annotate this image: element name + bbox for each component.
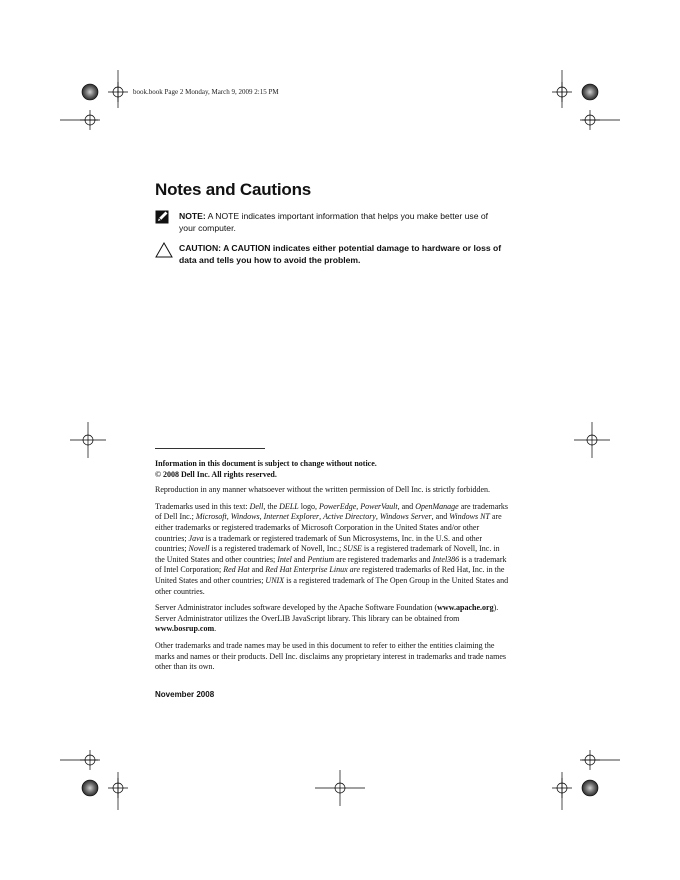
note-body-line2: your computer.	[179, 223, 236, 233]
tm-name: UNIX	[265, 575, 285, 585]
caution-body-line2: data and tells you how to avoid the problem.	[179, 255, 361, 265]
print-slug: book.book Page 2 Monday, March 9, 2009 2:15 PM	[133, 88, 279, 96]
tm-name: Red Hat Enterprise Linux	[265, 565, 348, 575]
caution-triangle-icon	[155, 242, 173, 258]
change-notice: Information in this document is subject to change without notice.	[155, 459, 377, 468]
tm-text: are either trademarks or registered trademarks of Microsoft Corporation in the United States and/or other countries;	[155, 512, 502, 543]
tm-name: Dell	[249, 501, 264, 511]
note-body-line1: A NOTE indicates important information that helps you make better use of	[205, 211, 489, 221]
tm-text: ,	[356, 501, 361, 511]
bosrup-url: www.bosrup.com	[155, 624, 215, 634]
trademarks-paragraph	[155, 502, 511, 597]
tm-text: , and	[431, 512, 450, 522]
legal-notices	[155, 459, 511, 679]
reproduction-paragraph: Reproduction in any manner whatsoever without the written permission of Dell Inc. is strictly forbidden.	[155, 485, 491, 495]
tm-name: SUSE	[343, 544, 362, 554]
tm-text: is a trademark or registered trademark of Sun Microsystems, Inc. in the U.S. and other countries;	[155, 533, 483, 554]
note-callout	[155, 210, 510, 234]
tm-text: ,	[259, 512, 264, 522]
tm-name: Red Hat	[223, 565, 250, 575]
tm-name: PowerVault	[360, 501, 398, 511]
tm-text: , and	[397, 501, 416, 511]
tm-text: ,	[226, 512, 231, 522]
tm-text: , the	[263, 501, 280, 511]
tm-text: registered trademarks of Red Hat, Inc. in the United States and other countries;	[155, 565, 505, 585]
tm-text: are trademarks of Dell Inc.;	[155, 501, 509, 522]
tm-text: are registered trademarks and	[334, 554, 433, 564]
tm-name: Pentium	[307, 554, 335, 564]
tm-name: Java	[188, 533, 204, 543]
apache-url: www.apache.org	[437, 603, 494, 613]
tm-name: Windows	[230, 512, 260, 522]
tm-text: and	[291, 554, 308, 564]
apache-text: Server Administrator includes software developed by the Apache Software Foundation (	[155, 603, 438, 613]
tm-name: Internet Explorer	[263, 512, 320, 522]
tm-text: and	[249, 565, 266, 575]
tm-name: Windows NT	[449, 512, 490, 522]
tm-text: is a registered trademark of Novell, Inc. in the United States and other countries;	[155, 544, 500, 564]
tm-name: are	[349, 565, 361, 575]
tm-name: Novell	[188, 544, 210, 554]
copyright-notice	[155, 459, 511, 480]
tm-text: is a registered trademark of Novell, Inc.;	[209, 544, 344, 554]
tm-name: Intel386	[432, 554, 460, 564]
caution-text	[179, 242, 510, 266]
tm-name: Microsoft	[195, 512, 227, 522]
apache-text: ). Server Administrator utilizes the OverLIB JavaScript library. This library can be obtained from	[155, 603, 499, 623]
tm-text: is a trademark of Intel Corporation;	[155, 554, 507, 575]
tm-name: DELL	[279, 501, 299, 511]
caution-label: CAUTION:	[179, 243, 222, 253]
tm-name: OpenManage	[415, 501, 459, 511]
tm-name: Active Directory	[323, 512, 376, 522]
tm-name: PowerEdge	[318, 501, 357, 511]
tm-name: Windows Server	[379, 512, 432, 522]
apache-paragraph	[155, 603, 511, 635]
caution-body-line1: A CAUTION indicates either potential damage to hardware or loss of	[221, 243, 502, 253]
tm-text: logo,	[298, 501, 319, 511]
tm-text: ,	[375, 512, 380, 522]
note-pencil-icon	[155, 210, 171, 224]
note-text	[179, 210, 510, 234]
other-trademarks-paragraph: Other trademarks and trade names may be used in this document to refer to either the entities claiming the marks and names or their products. Dell Inc. disclaims any proprietary interest in trademarks and trade names other than its own.	[155, 640, 506, 672]
tm-name: Intel	[277, 554, 292, 564]
copyright-line: © 2008 Dell Inc. All rights reserved.	[155, 469, 277, 479]
caution-callout	[155, 242, 510, 266]
tm-text: ,	[319, 512, 324, 522]
note-label: NOTE:	[179, 211, 206, 221]
page-title: Notes and Cautions	[155, 180, 312, 199]
tm-text: is a registered trademark of The Open Group in the United States and other countries.	[155, 575, 509, 596]
section-divider	[155, 448, 265, 449]
tm-text: Trademarks used in this text:	[155, 501, 250, 511]
apache-text: .	[214, 624, 217, 634]
publication-date: November 2008	[155, 690, 215, 699]
